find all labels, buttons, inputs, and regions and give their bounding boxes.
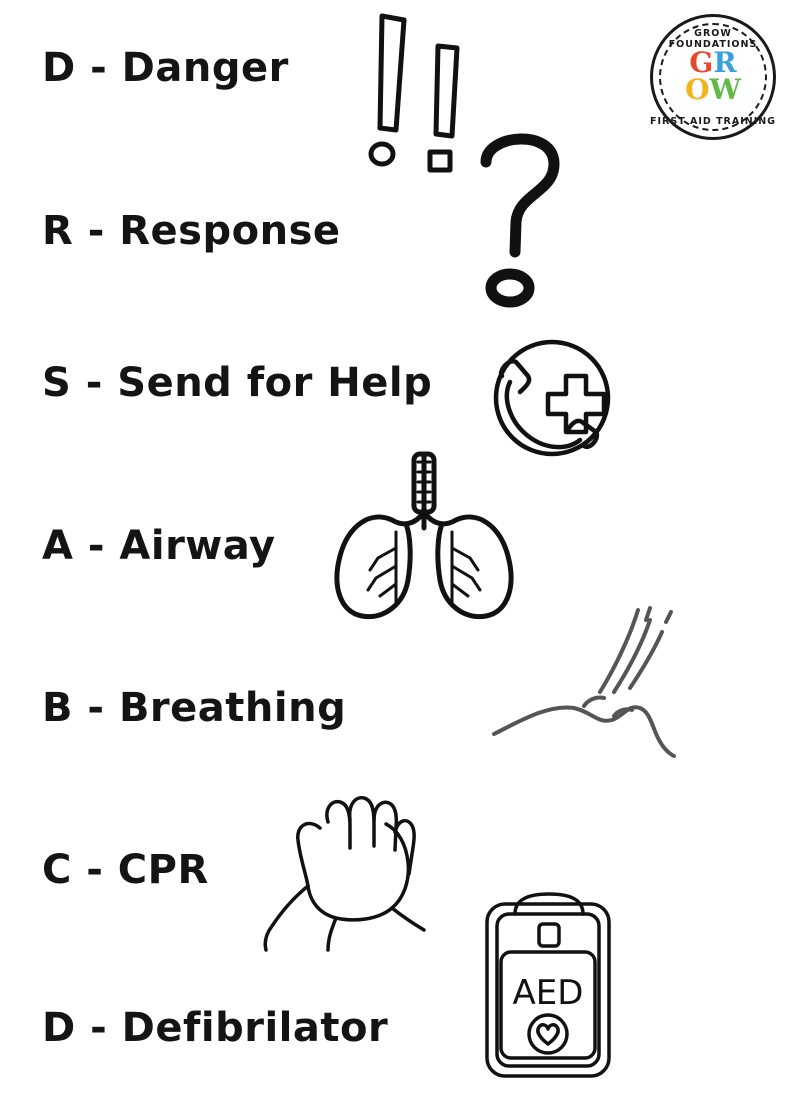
aed-device-label: AED: [512, 973, 584, 1013]
step-label-send-for-help: S - Send for Help: [42, 360, 433, 406]
logo-top-text: GROW FOUNDATIONS: [668, 28, 758, 50]
chest-compression-hands-icon: [262, 782, 452, 957]
logo-letter-g: G: [689, 46, 714, 79]
step-label-response: R - Response: [42, 208, 341, 254]
aed-defibrillator-icon: [465, 888, 635, 1088]
logo-bottom-text: FIRST AID TRAINING: [650, 116, 776, 127]
logo-grow-letters: [650, 46, 776, 106]
step-label-airway: A - Airway: [42, 523, 276, 569]
grow-foundations-logo: [650, 14, 776, 140]
logo-letter-w: W: [709, 72, 741, 106]
step-label-danger: D - Danger: [42, 45, 289, 91]
logo-letter-r: R: [713, 46, 737, 79]
question-mark-icon: [470, 118, 570, 318]
step-label-cpr: C - CPR: [42, 847, 209, 893]
breath-airflow-icon: [488, 596, 688, 766]
logo-letter-o: O: [685, 72, 710, 106]
step-label-defibrilator: D - Defibrilator: [42, 1005, 389, 1051]
step-label-breathing: B - Breathing: [42, 685, 347, 731]
